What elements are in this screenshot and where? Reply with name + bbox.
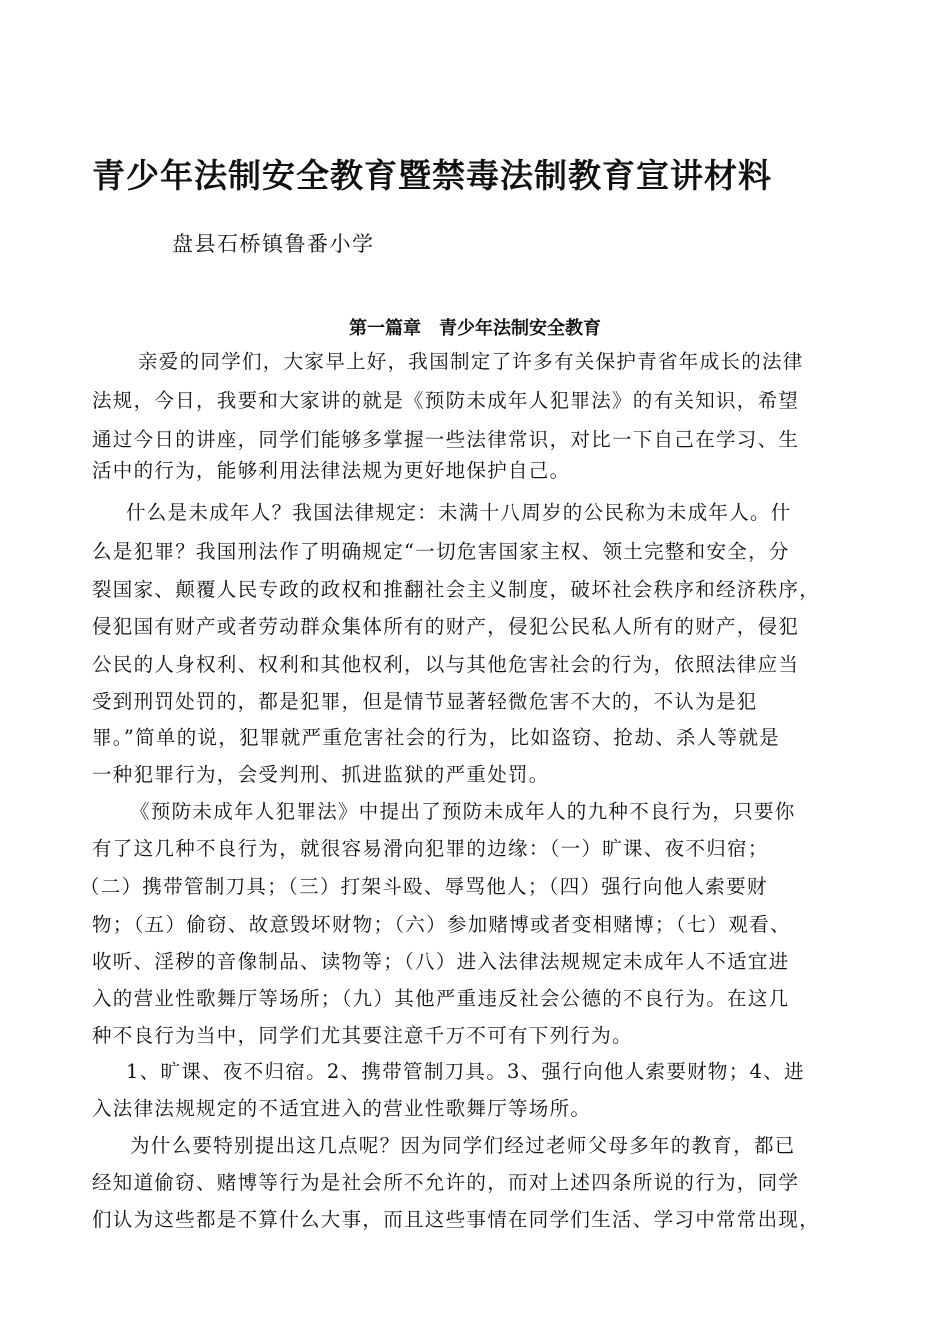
body-line: 有了这几种不良行为，就很容易滑向犯罪的边缘：（一）旷课、夜不归宿； bbox=[92, 837, 769, 860]
body-line: 公民的人身权利、权利和其他权利，以与其他危害社会的行为，依照法律应当 bbox=[92, 653, 800, 676]
document-title: 青少年法制安全教育暨禁毒法制教育宣讲材料 bbox=[92, 156, 772, 195]
body-line: 们认为这些都是不算什么大事，而且这些事情在同学们生活、学习中常常出现， bbox=[92, 1208, 821, 1231]
body-line: 物；（五）偷窃、故意毁坏财物；（六）参加赌博或者变相赌博；（七）观看、 bbox=[92, 913, 791, 936]
body-line: 经知道偷窃、赌博等行为是社会所不允许的，而对上述四条所说的行为，同学 bbox=[92, 1171, 800, 1194]
body-line: 受到刑罚处罚的，都是犯罪，但是情节显著轻微危害不大的，不认为是犯 bbox=[92, 690, 758, 713]
body-line: 通过今日的讲座，同学们能够多掌握一些法律常识，对比一下自己在学习、生 bbox=[92, 428, 800, 451]
body-line: 为什么要特别提出这几点呢？因为同学们经过老师父母多年的教育，都已 bbox=[130, 1134, 796, 1157]
body-line: 种不良行为当中，同学们尤其要注意千万不可有下列行为。 bbox=[92, 1024, 633, 1047]
body-line: 罪。”简单的说，犯罪就严重危害社会的行为，比如盗窃、抢劫、杀人等就是 bbox=[92, 726, 780, 749]
body-line: 亲爱的同学们，大家早上好，我国制定了许多有关保护青省年成长的法律 bbox=[138, 350, 804, 373]
body-line: 收听、淫秽的音像制品、读物等；（八）进入法律法规规定未成年人不适宜进 bbox=[92, 950, 790, 973]
body-line: 活中的行为，能够利用法律法规为更好地保护自己。 bbox=[92, 459, 571, 482]
body-line: 么是犯罪？我国刑法作了明确规定“一切危害国家主权、领土完整和安全，分 bbox=[92, 540, 790, 563]
body-line: 1、旷课、夜不归宿。2、携带管制刀具。3、强行向他人索要财物；4、进 bbox=[126, 1060, 805, 1083]
body-line: 侵犯国有财产或者劳动群众集体所有的财产，侵犯公民私人所有的财产，侵犯 bbox=[92, 615, 800, 638]
body-line: 《预防未成年人犯罪法》中提出了预防未成年人的九种不良行为，只要你 bbox=[130, 800, 796, 823]
body-line: 入的营业性歌舞厅等场所；（九）其他严重违反社会公德的不良行为。在这几 bbox=[92, 987, 790, 1010]
body-line: 什么是未成年人？我国法律规定：未满十八周岁的公民称为未成年人。什 bbox=[126, 501, 792, 524]
body-line: 裂国家、颠覆人民专政的政权和推翻社会主义制度，破坏社会秩序和经济秩序， bbox=[92, 578, 821, 601]
body-line: 法规，今日，我要和大家讲的就是《预防未成年人犯罪法》的有关知识，希望 bbox=[92, 389, 800, 412]
school-name: 盘县石桥镇鲁番小学 bbox=[172, 232, 375, 256]
body-line: （二）携带管制刀具；（三）打架斗殴、辱骂他人；（四）强行向他人索要财 bbox=[80, 875, 768, 898]
body-line: 一种犯罪行为，会受判刑、抓进监狱的严重处罚。 bbox=[92, 763, 550, 786]
body-line: 入法律法规规定的不适宜进入的营业性歌舞厅等场所。 bbox=[92, 1097, 592, 1120]
chapter-heading: 第一篇章 青少年法制安全教育 bbox=[349, 318, 601, 339]
